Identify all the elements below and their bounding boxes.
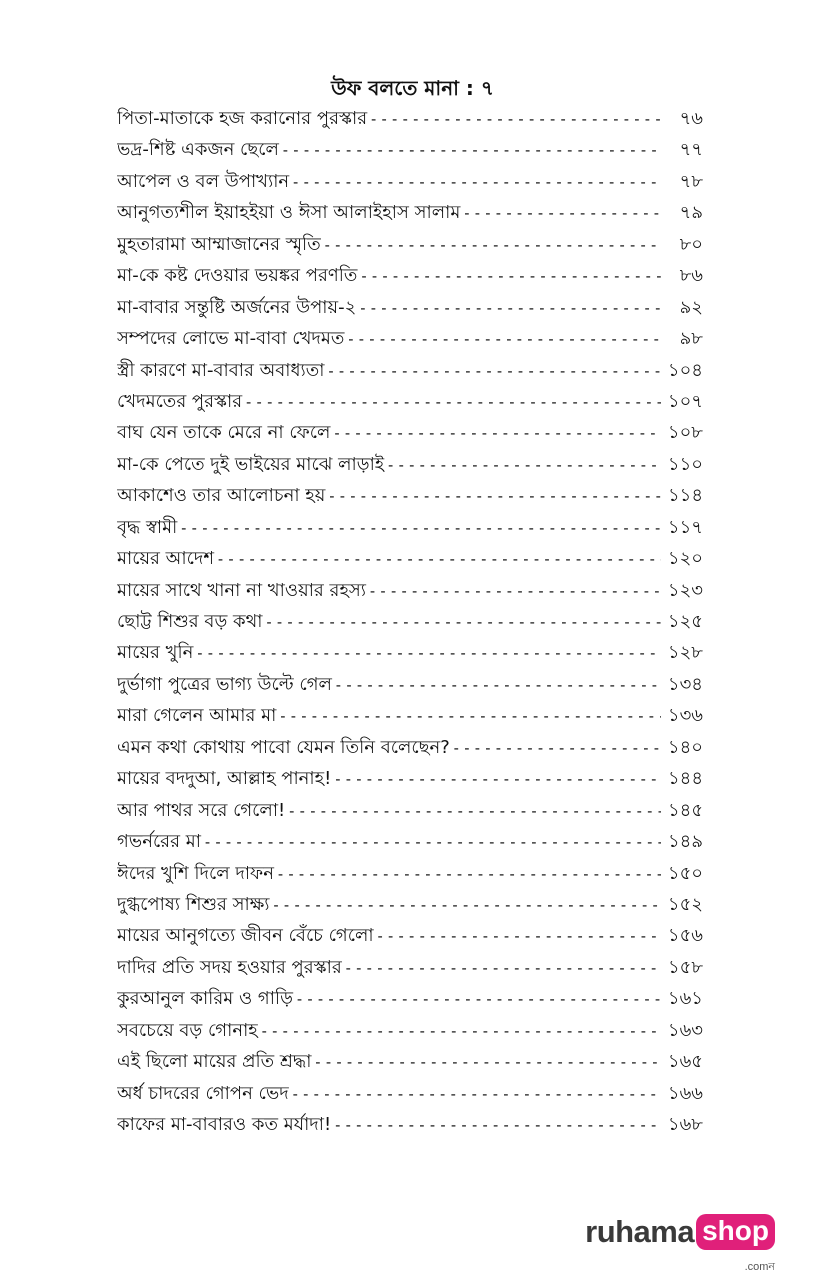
toc-entry-title: স্ত্রী কারণে মা-বাবার অবাধ্যতা	[117, 359, 325, 381]
toc-entry-page: ১৫৮	[667, 956, 703, 978]
toc-entry-page: ১৩৪	[667, 673, 703, 695]
toc-entry-title: আর পাথর সরে গেলো!	[117, 799, 286, 821]
toc-entry-title: আপেল ও বল উপাখ্যান	[117, 170, 290, 192]
toc-entry-page: ১৬৫	[667, 1051, 703, 1073]
toc-entry-page: ১৫২	[667, 893, 703, 915]
toc-leader-dashes	[344, 953, 661, 983]
toc-leader-dashes	[358, 293, 661, 323]
toc-leader-dashes	[203, 827, 661, 857]
toc-entry-title: মা-কে কষ্ট দেওয়ার ভয়ঙ্কর পরণতি	[117, 265, 358, 287]
toc-entry-page: ১৪৫	[667, 799, 703, 821]
toc-entry-page: ১২৮	[667, 642, 703, 664]
toc-entry-page: ৭৯	[679, 202, 703, 224]
toc-entry-title: ঈদের খুশি দিলে দাফন	[117, 862, 274, 884]
toc-leader-dashes	[386, 450, 661, 480]
toc-entry-title: দুগ্ধপোষ্য শিশুর সাক্ষ্য	[117, 893, 270, 915]
toc-entry-title: মায়ের খুনি	[117, 642, 194, 664]
toc-entry[interactable]	[117, 763, 703, 794]
toc-entry-page: ১৩৬	[667, 705, 703, 727]
toc-entry[interactable]	[117, 543, 703, 574]
toc-entry-page: ১২৩	[667, 579, 703, 601]
toc-entry-title: এমন কথা কোথায় পাবো যেমন তিনি বলেছেন?	[117, 736, 450, 758]
toc-entry-title: আনুগত্যশীল ইয়াহইয়া ও ঈসা আলাইহাস সালাম	[117, 202, 461, 224]
toc-entry-page: ১৬৬	[667, 1082, 703, 1104]
toc-entry-title: পিতা-মাতাকে হজ করানোর পুরস্কার	[117, 108, 368, 129]
toc-entry-page: ১০৭	[667, 390, 703, 412]
toc-entry[interactable]	[117, 355, 703, 386]
toc-entry[interactable]	[117, 575, 703, 606]
toc-entry[interactable]	[117, 1046, 703, 1077]
toc-entry-page: ১৪০	[667, 736, 703, 758]
toc-entry[interactable]	[117, 449, 703, 480]
toc-entry-title: কুরআনুল কারিম ও গাড়ি	[117, 988, 293, 1010]
toc-entry[interactable]	[117, 260, 703, 291]
toc-entry-title: মায়ের আনুগত্যে জীবন বেঁচে গেলো	[117, 925, 374, 947]
toc-entry[interactable]	[117, 669, 703, 700]
toc-entry-title: দুর্ভাগা পুত্রের ভাগ্য উল্টে গেল	[117, 673, 332, 695]
toc-entry-title: মায়ের আদেশ	[117, 548, 215, 570]
toc-leader-dashes	[452, 733, 661, 763]
toc-entry[interactable]	[117, 134, 703, 165]
toc-entry[interactable]	[117, 732, 703, 763]
toc-leader-dashes	[332, 418, 661, 448]
toc-entry-title: সবচেয়ে বড় গোনাহ	[117, 1019, 258, 1041]
logo-domain: .comন	[744, 1261, 775, 1273]
toc-leader-dashes	[260, 1016, 661, 1046]
page-header: উফ বলতে মানা : ৭	[331, 76, 494, 100]
toc-entry-page: ১১০	[667, 453, 703, 475]
toc-entry-page: ১৪৯	[667, 831, 703, 853]
toc-entry[interactable]	[117, 417, 703, 448]
toc-entry-page: ১৫৬	[667, 925, 703, 947]
toc-entry-page: ১১৪	[667, 485, 703, 507]
toc-entry[interactable]	[117, 826, 703, 857]
logo-badge	[696, 1214, 775, 1273]
toc-leader-dashes	[462, 198, 661, 228]
toc-leader-dashes	[323, 230, 661, 260]
toc-leader-dashes	[333, 1110, 661, 1140]
toc-leader-dashes	[369, 104, 661, 134]
toc-leader-dashes	[291, 167, 661, 197]
toc-entry-title: অর্ধ চাদরের গোপন ভেদ	[117, 1082, 289, 1104]
logo-word: ruhama	[585, 1214, 695, 1249]
toc-entry[interactable]	[117, 795, 703, 826]
toc-entry[interactable]	[117, 512, 703, 543]
toc-entry[interactable]	[117, 386, 703, 417]
toc-entry[interactable]	[117, 920, 703, 951]
toc-entry[interactable]	[117, 889, 703, 920]
toc-leader-dashes	[179, 513, 661, 543]
toc-entry-page: ১০৪	[667, 359, 703, 381]
logo-badge-text: shop	[702, 1215, 769, 1246]
toc-leader-dashes	[359, 261, 661, 291]
toc-entry-title: গভর্নরের মা	[117, 831, 201, 853]
toc-entry-title: মায়ের বদদুআ, আল্লাহ পানাহ!	[117, 768, 332, 790]
toc-entry-page: ৯২	[679, 296, 703, 318]
ruhama-shop-logo	[585, 1212, 775, 1273]
toc-leader-dashes	[334, 670, 661, 700]
toc-entry[interactable]	[117, 229, 703, 260]
toc-entry-title: ভদ্র-শিষ্ট একজন ছেলে	[117, 139, 279, 161]
toc-leader-dashes	[244, 387, 661, 417]
toc-entry[interactable]	[117, 952, 703, 983]
toc-entry-title: ছোট্ট শিশুর বড় কথা	[117, 611, 263, 632]
toc-entry-page: ৮৬	[679, 265, 703, 287]
toc-leader-dashes	[287, 796, 661, 826]
toc-entry-page: ৭৭	[679, 139, 703, 161]
toc-leader-dashes	[195, 638, 661, 668]
toc-leader-dashes	[346, 324, 661, 354]
toc-entry-page: ৯৮	[679, 328, 703, 350]
toc-entry-title: বাঘ যেন তাকে মেরে না ফেলে	[117, 422, 331, 444]
toc-entry-page: ১২০	[667, 548, 703, 570]
toc-entry[interactable]	[117, 637, 703, 668]
toc-entry-page: ১৫০	[667, 862, 703, 884]
toc-entry-title: মা-কে পেতে দুই ভাইয়ের মাঝে লাড়াই	[117, 453, 385, 475]
toc-entry-title: মুহতারামা আম্মাজানের স্মৃতি	[117, 233, 321, 255]
toc-entry-title: বৃদ্ধ স্বামী	[117, 516, 178, 538]
toc-entry[interactable]	[117, 858, 703, 889]
toc-entry-title: সম্পদের লোভে মা-বাবা খেদমত	[117, 328, 345, 350]
toc-leader-dashes	[216, 544, 661, 574]
toc-entry[interactable]	[117, 700, 703, 731]
toc-leader-dashes	[281, 135, 661, 165]
toc-entry[interactable]	[117, 1109, 703, 1140]
toc-entry[interactable]	[117, 166, 703, 197]
toc-entry-page: ১২৫	[667, 611, 703, 632]
toc-entry-page: ১০৮	[667, 422, 703, 444]
toc-entry-title: এই ছিলো মায়ের প্রতি শ্রদ্ধা	[117, 1051, 312, 1073]
toc-leader-dashes	[376, 921, 661, 951]
toc-entry[interactable]	[117, 197, 703, 228]
toc-entry[interactable]	[117, 323, 703, 354]
toc-leader-dashes	[272, 890, 661, 920]
toc-entry-page: ৭৮	[679, 170, 703, 192]
toc-entry-title: মায়ের সাথে খানা না খাওয়ার রহস্য	[117, 579, 367, 601]
table-of-contents	[117, 103, 703, 1140]
toc-leader-dashes	[326, 356, 661, 386]
toc-entry-page: ৮০	[679, 233, 703, 255]
toc-entry[interactable]	[117, 606, 703, 637]
toc-leader-dashes	[368, 576, 661, 606]
toc-leader-dashes	[276, 859, 661, 889]
toc-leader-dashes	[295, 984, 661, 1014]
toc-leader-dashes	[333, 764, 661, 794]
toc-entry-page: ১৬১	[667, 988, 703, 1010]
toc-entry-title: খেদমতের পুরস্কার	[117, 390, 243, 412]
toc-leader-dashes	[313, 1047, 661, 1077]
toc-entry[interactable]	[117, 103, 703, 134]
toc-entry[interactable]	[117, 983, 703, 1014]
toc-entry[interactable]	[117, 292, 703, 323]
toc-leader-dashes	[264, 607, 661, 637]
toc-entry-page: ১৬৩	[667, 1019, 703, 1041]
toc-leader-dashes	[291, 1079, 661, 1109]
toc-entry[interactable]	[117, 480, 703, 511]
toc-leader-dashes	[327, 481, 661, 511]
toc-entry[interactable]	[117, 1015, 703, 1046]
toc-entry-title: মারা গেলেন আমার মা	[117, 705, 277, 727]
toc-entry-title: দাদির প্রতি সদয় হওয়ার পুরস্কার	[117, 956, 342, 978]
toc-entry-title: মা-বাবার সন্তুষ্টি অর্জনের উপায়-২	[117, 296, 357, 318]
toc-entry-page: ১১৭	[667, 516, 703, 538]
toc-entry-page: ১৪৪	[667, 768, 703, 790]
toc-leader-dashes	[278, 701, 661, 731]
toc-entry-page: ১৬৮	[667, 1114, 703, 1135]
toc-entry-title: আকাশেও তার আলোচনা হয়	[117, 485, 326, 507]
toc-entry[interactable]	[117, 1078, 703, 1109]
toc-entry-title: কাফের মা-বাবারও কত মর্যাদা!	[117, 1114, 332, 1135]
toc-entry-page: ৭৬	[679, 108, 703, 129]
